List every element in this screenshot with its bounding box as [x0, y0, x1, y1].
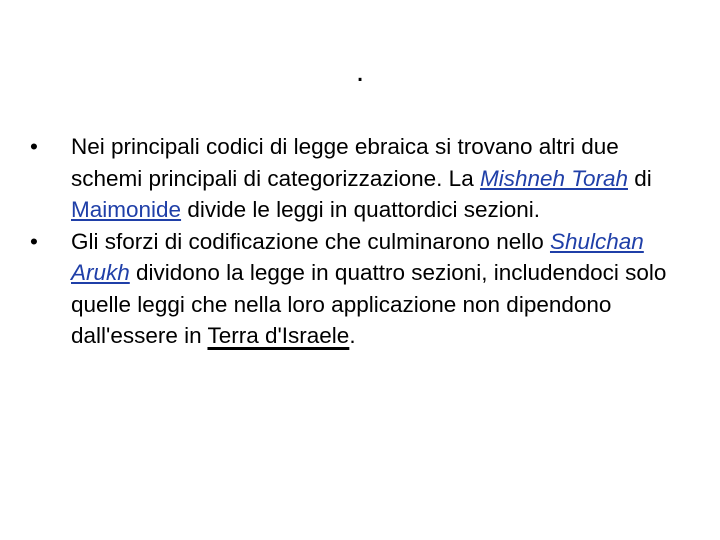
link-mishneh-torah[interactable]: Mishneh Torah: [479, 165, 628, 191]
bullet-icon: •: [30, 134, 38, 159]
link-maimonide[interactable]: Maimonide: [71, 197, 182, 222]
bullet-icon: •: [30, 228, 38, 254]
bullet-list: [30, 131, 690, 352]
slide-title: .: [355, 55, 365, 88]
bullet-text: Gli sforzi di codificazione che culminarono nello: [71, 228, 550, 254]
bullet-text: Nei principali codici di legge ebraica si trovano altri due schemi principali di categorizzazione. La: [71, 134, 619, 191]
bullet-text: dividono la legge in quattro sezioni, includendoci solo quelle leggi che nella loro applicazione non dipendono dall'essere in: [71, 260, 667, 348]
link-shulchan-arukh[interactable]: Shulchan Arukh: [71, 228, 644, 285]
bullet-item-codificazione: [30, 226, 690, 352]
bullet-text: divide le leggi in quattordici sezioni.: [181, 197, 541, 222]
bullet-text: di: [627, 165, 652, 191]
bullet-item-codici: [30, 131, 690, 226]
bullet-text: .: [349, 323, 356, 348]
link-terra-d-israele[interactable]: Terra d'Israele: [207, 323, 350, 348]
